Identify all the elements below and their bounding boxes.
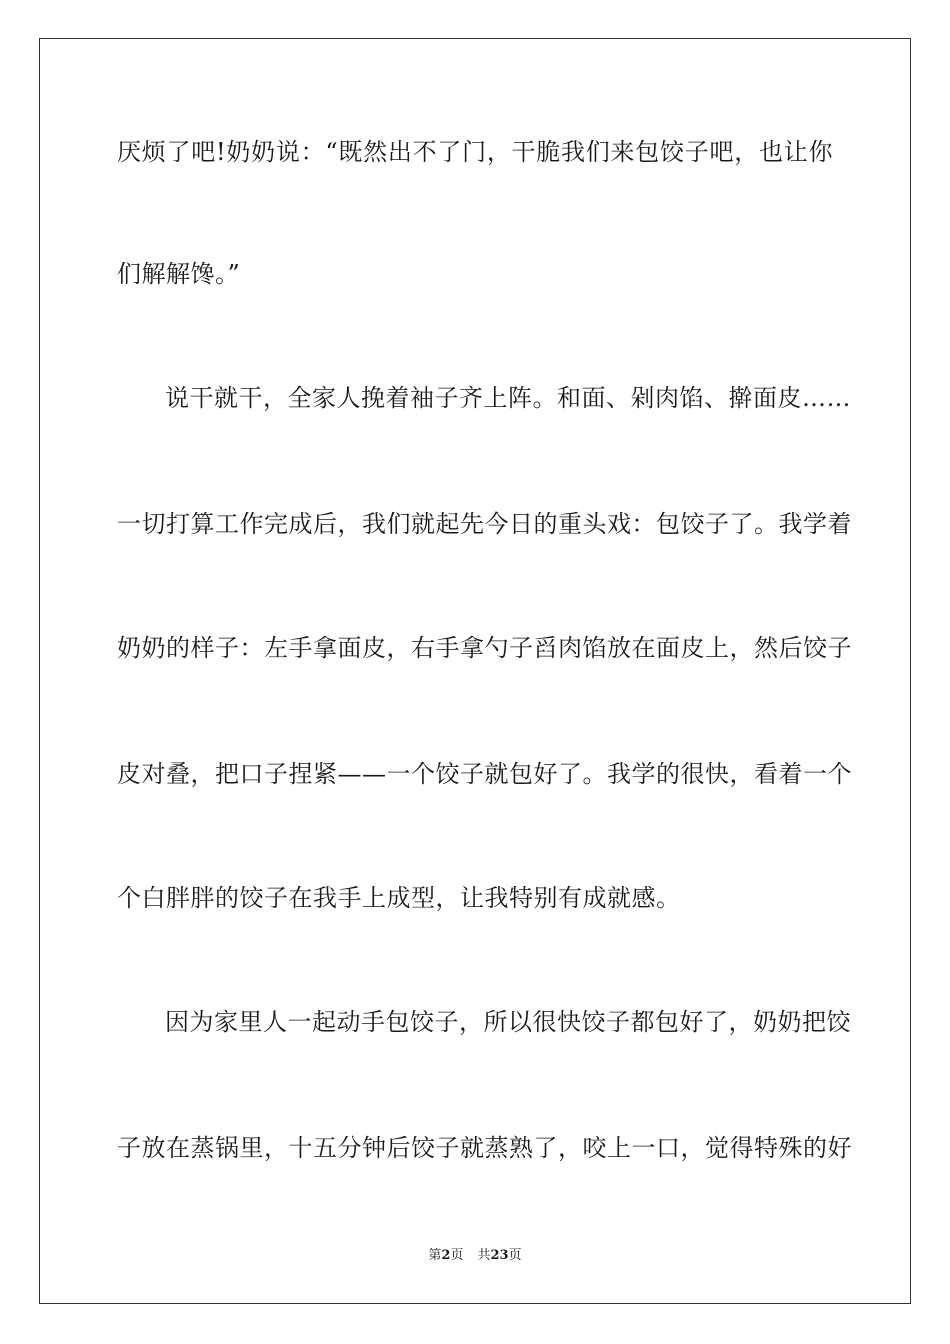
text-line: 皮对叠，把口子捏紧——一个饺子就包好了。我学的很快，看着一个: [117, 760, 852, 788]
page-prefix: 第: [428, 1248, 442, 1263]
text-line: 们解解馋。”: [117, 260, 241, 288]
total-pages: 23: [490, 1248, 509, 1263]
text-line: 个白胖胖的饺子在我手上成型，让我特别有成就感。: [117, 884, 681, 912]
page-suffix: 页: [450, 1248, 464, 1263]
total-prefix: 共: [477, 1248, 491, 1263]
paragraph-start-line: 因为家里人一起动手包饺子，所以很快饺子都包好了，奶奶把饺: [165, 1008, 851, 1036]
page-footer: [0, 1247, 950, 1265]
text-line: 奶奶的样子：左手拿面皮，右手拿勺子舀肉馅放在面皮上，然后饺子: [117, 634, 852, 662]
paragraph-start-line: 说干就干，全家人挽着袖子齐上阵。和面、剁肉馅、擀面皮……: [165, 384, 851, 412]
total-suffix: 页: [508, 1248, 522, 1263]
text-line: 厌烦了吧!奶奶说：“既然出不了门，干脆我们来包饺子吧，也让你: [117, 138, 833, 166]
text-line: 子放在蒸锅里，十五分钟后饺子就蒸熟了，咬上一口，觉得特殊的好: [117, 1134, 852, 1162]
text-line: 一切打算工作完成后，我们就起先今日的重头戏：包饺子了。我学着: [117, 510, 852, 538]
page-border: [39, 38, 911, 1304]
page-number: 2: [441, 1248, 451, 1263]
